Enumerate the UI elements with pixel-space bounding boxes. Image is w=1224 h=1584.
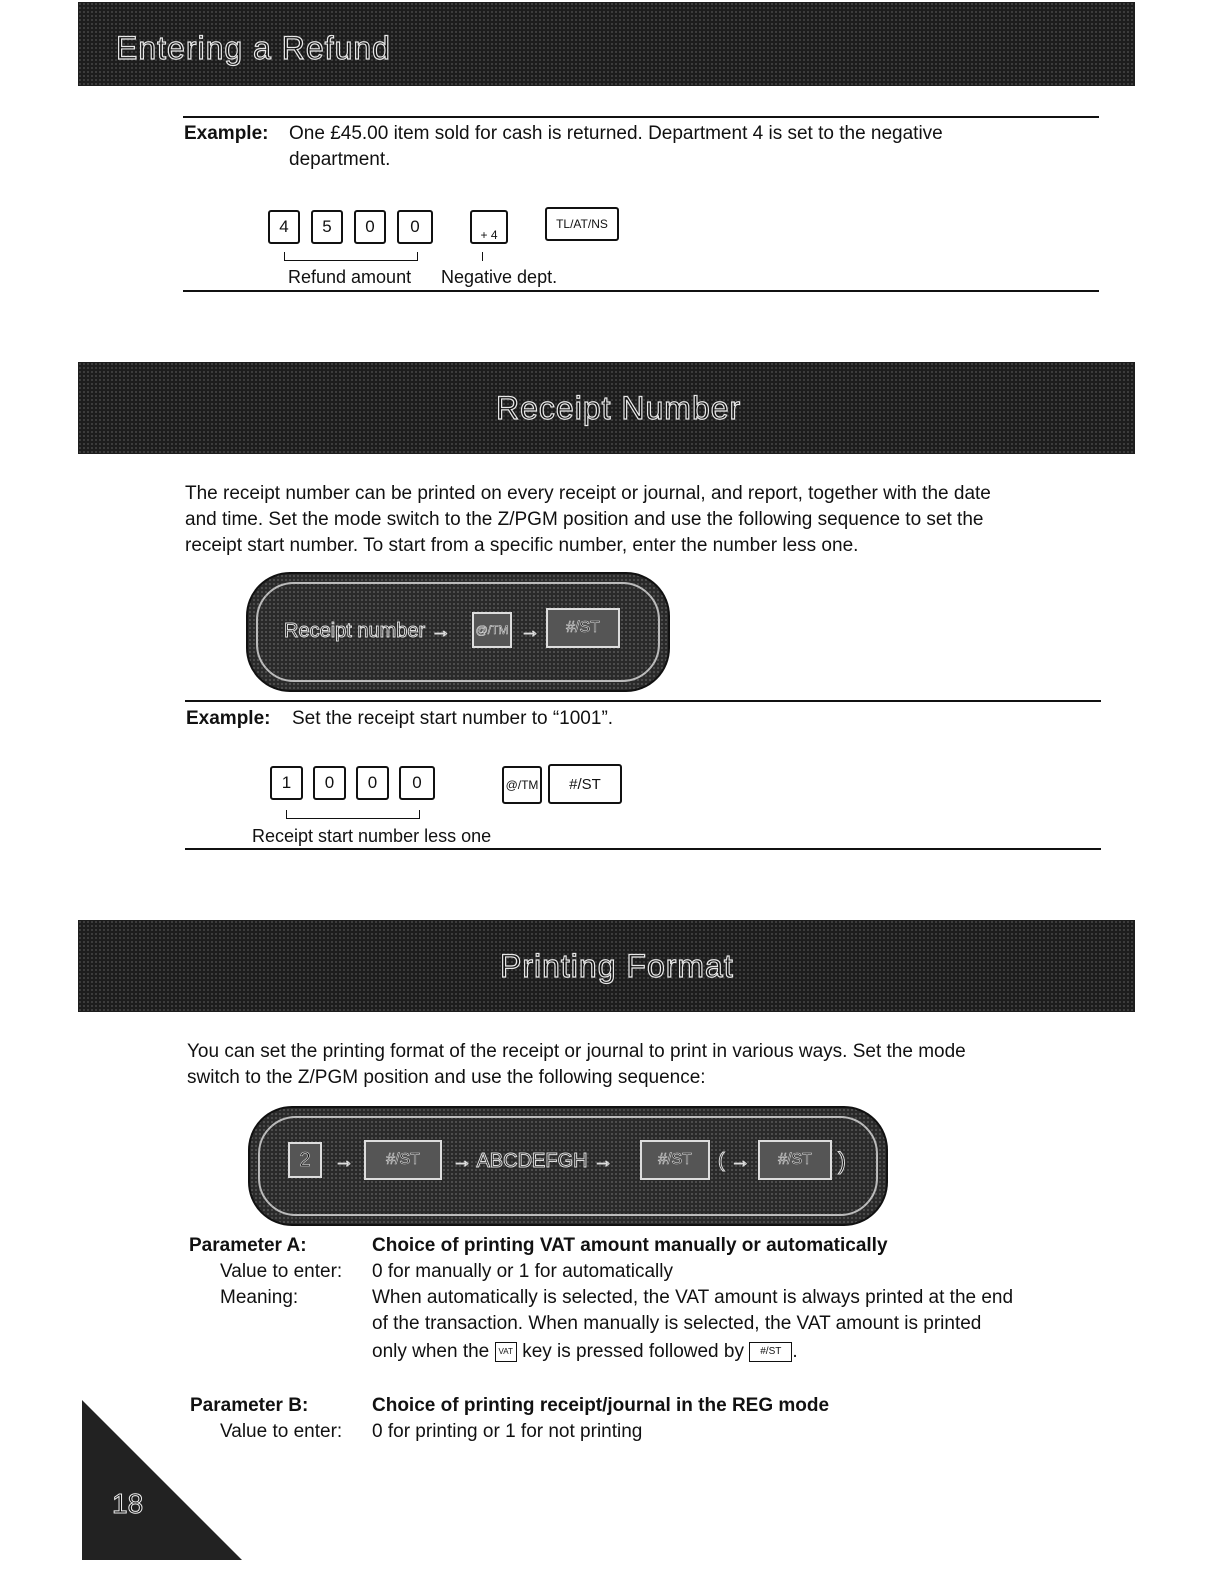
value-label: Value to enter: xyxy=(220,1421,343,1442)
divider xyxy=(185,700,1101,702)
sequence-key-st: #/ST xyxy=(640,1140,710,1180)
section-title-receipt-number: Receipt Number xyxy=(496,390,742,426)
key-5: 5 xyxy=(311,210,343,244)
section-title-printing-format: Printing Format xyxy=(500,948,734,984)
bracket xyxy=(286,810,420,819)
example-text-cont: department. xyxy=(289,149,391,170)
key-0: 0 xyxy=(397,210,433,244)
meaning-text: key is pressed followed by xyxy=(522,1341,744,1362)
key-0: 0 xyxy=(399,766,435,800)
parameter-a-label: Parameter A: xyxy=(189,1235,307,1256)
parameter-a-title: Choice of printing VAT amount manually or automatically xyxy=(372,1235,888,1256)
parameter-a-value: 0 for manually or 1 for automatically xyxy=(372,1261,673,1282)
total-key: TL/AT/NS xyxy=(545,207,619,241)
sequence-key-st: #/ST xyxy=(364,1140,442,1180)
sequence-arrow: → xyxy=(520,620,540,642)
sequence-key-st: #/ST xyxy=(546,608,620,648)
section-banner-printing-format xyxy=(78,920,1135,1012)
st-key: #/ST xyxy=(749,1342,792,1362)
parameter-b-title: Choice of printing receipt/journal in the REG mode xyxy=(372,1395,830,1416)
divider xyxy=(183,116,1099,118)
divider xyxy=(183,290,1099,292)
section-banner-receipt-number xyxy=(78,362,1135,454)
paragraph: You can set the printing format of the receipt or journal to print in various ways. Set the mode xyxy=(187,1041,966,1062)
key-st: #/ST xyxy=(548,764,622,804)
example-text: Set the receipt start number to “1001”. xyxy=(292,708,614,729)
value-label: Value to enter: xyxy=(220,1261,343,1282)
parameter-a-meaning-line3: only when the VAT key is pressed followed by #/ST . xyxy=(372,1341,798,1362)
sequence-optional-close: ) xyxy=(838,1148,846,1175)
sequence-text: Receipt number → xyxy=(284,620,451,642)
key-0: 0 xyxy=(313,766,346,800)
vat-key: VAT xyxy=(495,1342,517,1362)
sequence-parameters: → ABCDEFGH → xyxy=(452,1150,614,1172)
bracket xyxy=(284,252,418,261)
key-0: 0 xyxy=(356,766,389,800)
section-title-refund: Entering a Refund xyxy=(116,30,391,66)
tick xyxy=(482,252,483,261)
sequence-box xyxy=(246,572,670,692)
page-corner-triangle xyxy=(82,1400,242,1560)
sequence-arrow: → xyxy=(334,1150,354,1172)
parameter-b-value: 0 for printing or 1 for not printing xyxy=(372,1421,643,1442)
sequence-key-st: #/ST xyxy=(758,1140,832,1180)
parameter-b-label: Parameter B: xyxy=(190,1395,309,1416)
caption-refund-amount: Refund amount xyxy=(288,267,412,287)
parameter-a-meaning: of the transaction. When manually is selected, the VAT amount is printed xyxy=(372,1313,982,1334)
meaning-label: Meaning: xyxy=(220,1287,299,1308)
divider xyxy=(185,848,1101,850)
paragraph: and time. Set the mode switch to the Z/PGM position and use the following sequence to set the xyxy=(185,509,984,530)
example-label: Example: xyxy=(184,123,269,144)
paragraph: The receipt number can be printed on every receipt or journal, and report, together with the date xyxy=(185,483,991,504)
sequence-optional: ( → xyxy=(718,1150,751,1172)
sequence-box xyxy=(248,1106,888,1226)
paragraph: switch to the Z/PGM position and use the following sequence: xyxy=(187,1067,706,1088)
key-0: 0 xyxy=(354,210,386,244)
caption-receipt-start: Receipt start number less one xyxy=(252,826,492,846)
caption-negative-dept: Negative dept. xyxy=(441,267,558,287)
parameter-a-meaning: When automatically is selected, the VAT amount is always printed at the end xyxy=(372,1287,1014,1308)
meaning-text: only when the xyxy=(372,1341,490,1362)
key-tm: @/TM xyxy=(502,766,542,804)
department-key: + 4 xyxy=(470,210,508,244)
key-1: 1 xyxy=(270,766,303,800)
key-4: 4 xyxy=(268,210,300,244)
paragraph: receipt start number. To start from a specific number, enter the number less one. xyxy=(185,535,859,556)
sequence-key-2: 2 xyxy=(288,1142,322,1178)
section-banner-refund xyxy=(78,2,1135,86)
example-text: One £45.00 item sold for cash is returned. Department 4 is set to the negative xyxy=(289,123,943,144)
page-number: 18 xyxy=(112,1488,144,1519)
sequence-key-tm: @/TM xyxy=(472,612,512,648)
example-label: Example: xyxy=(186,708,271,729)
